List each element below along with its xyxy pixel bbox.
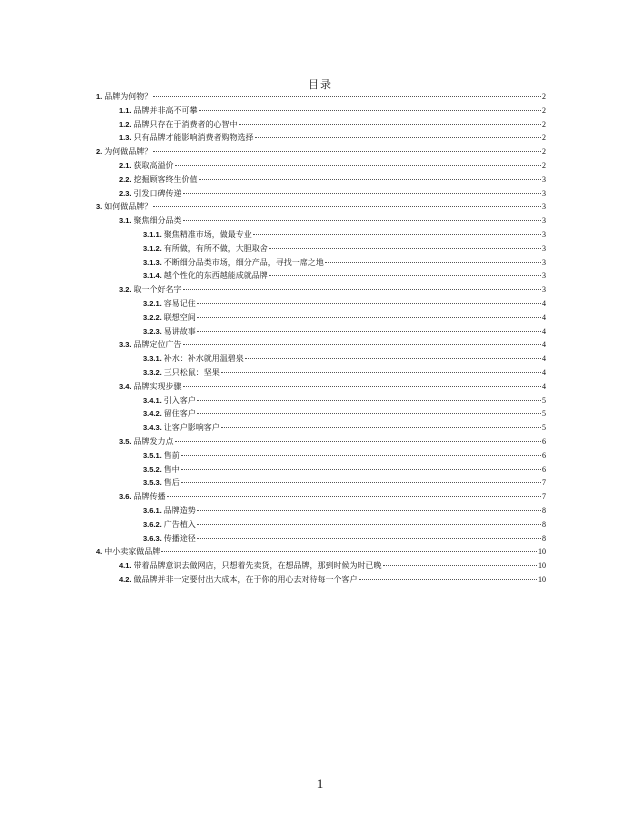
- toc-entry-page: 2: [542, 92, 546, 101]
- toc-entry-title: 引入客户: [163, 395, 196, 405]
- toc-entry-number: 3.4.: [119, 381, 132, 391]
- toc-entry-title: 让客户影响客户: [163, 423, 220, 433]
- toc-entry-number: 2.1.: [119, 161, 132, 170]
- toc-dot-leader: [197, 317, 541, 318]
- toc-entry-page: 5: [542, 423, 546, 433]
- toc-entry-title: 容易记住: [163, 299, 196, 308]
- toc-dot-leader: [199, 110, 541, 111]
- toc-entry-title: 售前: [163, 450, 180, 460]
- toc-entry-page: 4: [542, 368, 546, 377]
- toc-entry-page: 4: [542, 299, 546, 308]
- toc-entry-page: 6: [542, 464, 546, 474]
- toc-entry-page: 4: [542, 340, 546, 350]
- toc-dot-leader: [221, 372, 541, 373]
- toc-entry-title: 品牌造势: [163, 506, 196, 515]
- toc-entry-number: 3.2.2.: [143, 312, 162, 322]
- toc-entry-page: 2: [542, 133, 546, 143]
- page-number: 1: [316, 776, 324, 791]
- toc-entry[interactable]: [119, 380, 546, 393]
- toc-entry[interactable]: [143, 407, 546, 420]
- toc-entry-number: 1.1.: [119, 105, 132, 115]
- toc-entry-number: 3.3.: [119, 340, 132, 350]
- toc-entry-page: 4: [542, 354, 546, 364]
- toc-entry-title: 获取高溢价: [133, 161, 174, 170]
- toc-entry-number: 1.2.: [119, 119, 132, 129]
- toc-dot-leader: [239, 124, 541, 125]
- toc-dot-leader: [197, 400, 541, 401]
- toc-entry-title: 传播途径: [163, 533, 196, 543]
- toc-entry-number: 3.1.: [119, 216, 132, 226]
- toc-dot-leader: [197, 303, 541, 304]
- toc-dot-leader: [181, 482, 541, 483]
- toc-entry-title: 聚焦细分品类: [133, 216, 182, 226]
- toc-entry-title: 越个性化的东西越能成就品牌: [163, 271, 268, 281]
- toc-entry-number: 3.6.2.: [143, 519, 162, 529]
- toc-entry-number: 3.3.2.: [143, 368, 162, 377]
- toc-entry-title: 中小卖家做品牌: [104, 547, 161, 557]
- toc-entry[interactable]: [96, 90, 546, 103]
- toc-entry-number: 3.2.3.: [143, 326, 162, 336]
- toc-entry[interactable]: [119, 338, 546, 351]
- toc-dot-leader: [221, 427, 541, 428]
- toc-entry-number: 4.1.: [119, 561, 132, 571]
- toc-entry[interactable]: [143, 269, 546, 282]
- toc-entry[interactable]: [96, 545, 546, 558]
- toc-entry-number: 3.1.3.: [143, 257, 162, 267]
- toc-entry-title: 取一个好名字: [133, 285, 182, 295]
- toc-entry-title: 品牌实现步骤: [133, 381, 182, 391]
- toc-dot-leader: [153, 96, 541, 97]
- toc-entry-page: 8: [542, 506, 546, 515]
- toc-entry-title: 易讲故事: [163, 326, 196, 336]
- toc-entry-title: 广告植入: [163, 519, 196, 529]
- toc-entry-page: 3: [542, 216, 546, 226]
- toc-entry-page: 5: [542, 395, 546, 405]
- toc-entry-title: 补水：补水就用温碧泉: [163, 354, 244, 364]
- toc-entry-number: 3.4.2.: [143, 409, 162, 419]
- toc-entry[interactable]: [119, 435, 546, 448]
- toc-entry-page: 3: [542, 243, 546, 253]
- toc-dot-leader: [175, 441, 541, 442]
- toc-entry-number: 3.: [96, 202, 103, 212]
- toc-entry-title: 品牌定位广告: [133, 340, 182, 350]
- toc-dot-leader: [183, 220, 541, 221]
- toc-entry-number: 3.5.3.: [143, 478, 162, 488]
- toc-dot-leader: [183, 344, 541, 345]
- toc-dot-leader: [197, 331, 541, 332]
- toc-entry[interactable]: [143, 311, 546, 324]
- toc-entry-title: 售后: [163, 478, 180, 488]
- toc-dot-leader: [197, 413, 541, 414]
- toc-entry[interactable]: [119, 118, 546, 131]
- toc-entry[interactable]: [96, 200, 546, 213]
- toc-dot-leader: [245, 358, 541, 359]
- toc-entry[interactable]: [119, 490, 546, 503]
- toc-entry-title: 有所做，有所不做，大胆取舍: [163, 243, 268, 253]
- toc-entry-page: 5: [542, 409, 546, 419]
- toc-entry-title: 联想空间: [163, 312, 196, 322]
- toc-entry-title: 带着品牌意识去做网店，只想着先卖货，在想品牌，那到时候为时已晚: [133, 561, 382, 571]
- toc-entry-title: 售中: [163, 464, 180, 474]
- toc-entry-number: 2.3.: [119, 188, 132, 198]
- toc-entry-page: 8: [542, 519, 546, 529]
- toc-entry-number: 3.5.2.: [143, 464, 162, 474]
- toc-entry-page: 4: [542, 381, 546, 391]
- toc-dot-leader: [183, 386, 541, 387]
- toc-entry-title: 品牌为何物？: [104, 92, 153, 101]
- toc-dot-leader: [153, 151, 541, 152]
- toc-entry-number: 3.2.1.: [143, 299, 162, 308]
- toc-entry-title: 品牌并非高不可攀: [133, 105, 198, 115]
- toc-dot-leader: [269, 275, 541, 276]
- toc-entry-title: 不断细分品类市场，细分产品，寻找一席之地: [163, 257, 324, 267]
- toc-entry-number: 1.3.: [119, 133, 132, 143]
- toc-entry-page: 6: [542, 450, 546, 460]
- toc-entry[interactable]: [143, 366, 546, 379]
- toc-entry[interactable]: [119, 159, 546, 172]
- toc-entry[interactable]: [119, 104, 546, 117]
- toc-entry-title: 品牌传播: [133, 492, 166, 502]
- toc-entry-number: 3.6.: [119, 492, 132, 502]
- toc-entry-number: 3.1.1.: [143, 230, 162, 239]
- toc-entry-number: 3.5.: [119, 437, 132, 446]
- toc-entry-number: 4.: [96, 547, 103, 557]
- toc-entry-page: 6: [542, 437, 546, 446]
- toc-entry-page: 3: [542, 257, 546, 267]
- toc-entry[interactable]: [143, 297, 546, 310]
- toc-entry-page: 3: [542, 202, 546, 212]
- toc-entry[interactable]: [143, 504, 546, 517]
- toc-entry[interactable]: [143, 449, 546, 462]
- toc-entry[interactable]: [143, 325, 546, 338]
- toc-entry[interactable]: [143, 463, 546, 476]
- toc-entry[interactable]: [143, 256, 546, 269]
- toc-entry-page: 10: [538, 561, 546, 571]
- toc-dot-leader: [175, 165, 541, 166]
- toc-dot-leader: [183, 193, 541, 194]
- toc-dot-leader: [383, 565, 537, 566]
- toc-entry-page: 4: [542, 326, 546, 336]
- toc-entry-title: 品牌发力点: [133, 437, 174, 446]
- toc-entry-page: 3: [542, 285, 546, 295]
- toc-dot-leader: [325, 262, 541, 263]
- toc-entry-page: 10: [538, 547, 546, 557]
- toc-entry[interactable]: [119, 214, 546, 227]
- toc-dot-leader: [197, 538, 541, 539]
- toc-entry[interactable]: [119, 131, 546, 144]
- toc-entry-title: 挖掘顾客终生价值: [133, 174, 198, 184]
- toc-entry[interactable]: [143, 476, 546, 489]
- toc-entry-title: 聚焦精准市场，做最专业: [163, 230, 252, 239]
- toc-entry-title: 为何做品牌？: [104, 147, 153, 157]
- toc-entry-page: 3: [542, 188, 546, 198]
- toc-dot-leader: [181, 455, 541, 456]
- toc-entry-title: 留住客户: [163, 409, 196, 419]
- toc-entry[interactable]: [119, 283, 546, 296]
- toc-entry-number: 3.6.3.: [143, 533, 162, 543]
- toc-entry[interactable]: [143, 352, 546, 365]
- toc-entry-title: 只有品牌才能影响消费者购物选择: [133, 133, 254, 143]
- toc-entry-title: 如何做品牌？: [104, 202, 153, 212]
- toc-entry[interactable]: [143, 242, 546, 255]
- toc-entry-number: 3.1.4.: [143, 271, 162, 281]
- toc-dot-leader: [199, 179, 541, 180]
- toc-entry-page: 10: [538, 575, 546, 584]
- toc-entry-number: 3.4.1.: [143, 395, 162, 405]
- toc-dot-leader: [153, 206, 541, 207]
- toc-dot-leader: [359, 579, 537, 580]
- page-title: 目录: [308, 78, 332, 91]
- toc-entry-title: 做品牌并非一定要付出大成本，在于你的用心去对待每一个客户: [133, 575, 358, 584]
- toc-entry-page: 3: [542, 174, 546, 184]
- toc-entry-number: 3.2.: [119, 285, 132, 295]
- toc-entry-number: 3.4.3.: [143, 423, 162, 433]
- toc-entry-page: 2: [542, 105, 546, 115]
- toc-entry-title: 引发口碑传递: [133, 188, 182, 198]
- toc-entry-number: 2.: [96, 147, 103, 157]
- toc-entry-number: 3.1.2.: [143, 243, 162, 253]
- toc-dot-leader: [255, 137, 541, 138]
- toc-entry-number: 3.3.1.: [143, 354, 162, 364]
- toc-dot-leader: [253, 234, 541, 235]
- toc-entry-number: 3.5.1.: [143, 450, 162, 460]
- toc-entry-page: 3: [542, 230, 546, 239]
- toc-dot-leader: [183, 289, 541, 290]
- toc-entry-page: 7: [542, 492, 546, 502]
- toc-entry[interactable]: [143, 532, 546, 545]
- toc-entry[interactable]: [143, 518, 546, 531]
- toc-entry-page: 2: [542, 161, 546, 170]
- toc-entry[interactable]: [119, 559, 546, 572]
- toc-entry-page: 7: [542, 478, 546, 488]
- toc-entry-page: 2: [542, 147, 546, 157]
- toc-entry[interactable]: [96, 145, 546, 158]
- toc-dot-leader: [197, 510, 541, 511]
- toc-entry[interactable]: [119, 573, 546, 586]
- toc-entry[interactable]: [143, 394, 546, 407]
- toc-entry[interactable]: [119, 187, 546, 200]
- toc-entry[interactable]: [119, 173, 546, 186]
- toc-dot-leader: [269, 248, 541, 249]
- toc-dot-leader: [161, 551, 537, 552]
- toc-entry-page: 3: [542, 271, 546, 281]
- toc-entry-number: 3.6.1.: [143, 506, 162, 515]
- toc-entry[interactable]: [143, 228, 546, 241]
- toc-dot-leader: [167, 496, 541, 497]
- toc-entry-title: 三只松鼠：坚果: [163, 368, 220, 377]
- toc-entry-page: 8: [542, 533, 546, 543]
- toc-entry-title: 品牌只存在于消费者的心智中: [133, 119, 238, 129]
- toc-entry[interactable]: [143, 421, 546, 434]
- toc-dot-leader: [181, 469, 541, 470]
- toc-dot-leader: [197, 524, 541, 525]
- toc-entry-number: 4.2.: [119, 575, 132, 584]
- toc-entry-page: 4: [542, 312, 546, 322]
- toc-entry-page: 2: [542, 119, 546, 129]
- toc-entry-number: 1.: [96, 92, 103, 101]
- toc-entry-number: 2.2.: [119, 174, 132, 184]
